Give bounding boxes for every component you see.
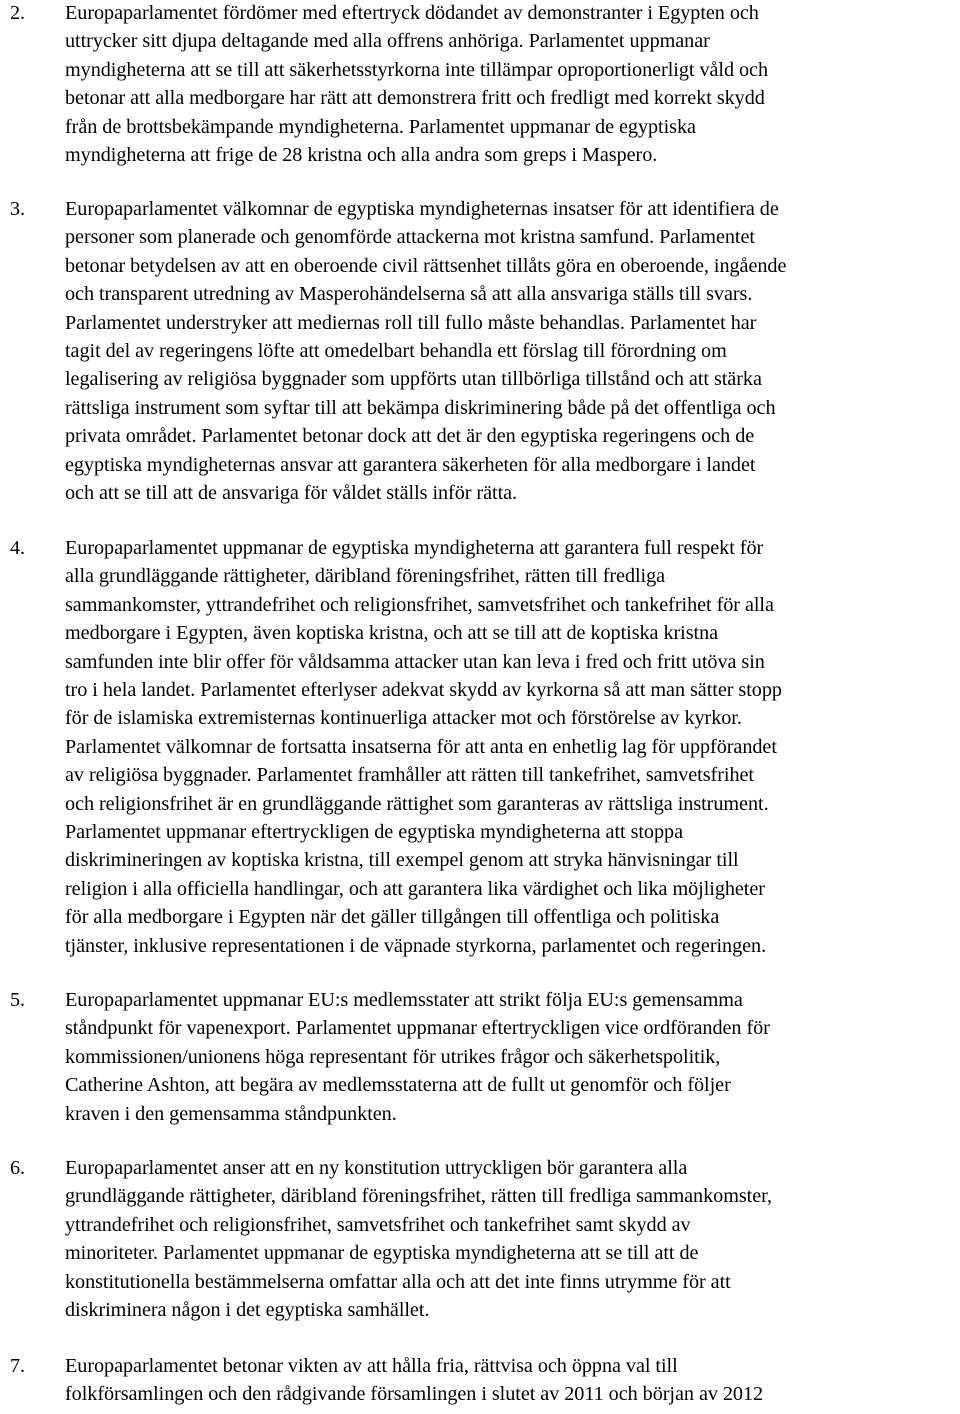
text-line: personer som planerade och genomförde attackerna mot kristna samfund. Parlamentet [65, 226, 755, 249]
text-line: samfunden inte blir offer för våldsamma attacker utan kan leva i fred och fritt utöva sin [65, 650, 765, 673]
paragraph-text [0, 1352, 960, 1409]
text-line: diskriminera någon i det egyptiska samhället. [65, 1299, 430, 1322]
paragraph-7 [0, 1352, 960, 1409]
paragraph-3 [0, 195, 960, 507]
paragraph-2 [0, 0, 960, 169]
text-line: för alla medborgare i Egypten när det gäller tillgången till offentliga och politiska [65, 906, 720, 929]
text-line: myndigheterna att frige de 28 kristna och alla andra som greps i Maspero. [65, 144, 658, 167]
paragraph-text [0, 534, 960, 960]
paragraph-text [0, 195, 960, 507]
text-line: Europaparlamentet uppmanar EU:s medlemsstater att strikt följa EU:s gemensamma [65, 989, 743, 1011]
text-line: konstitutionella bestämmelserna omfattar alla och att det inte finns utrymme för att [65, 1270, 731, 1293]
text-line: Parlamentet välkomnar de fortsatta insatserna för att anta en enhetlig lag för uppförandet [65, 735, 777, 758]
text-line: Europaparlamentet fördömer med eftertryck dödandet av demonstranter i Egypten och [65, 2, 759, 24]
paragraph-6 [0, 1154, 960, 1324]
text-line: betonar betydelsen av att en oberoende civil rättsenhet tillåts göra en oberoende, ingående [65, 254, 787, 277]
text-line: Parlamentet uppmanar eftertryckligen de egyptiska myndigheterna att stoppa [65, 821, 683, 844]
text-line: för de islamiska extremisternas kontinuerliga attacker mot och förstörelse av kyrkor. [65, 707, 742, 730]
paragraph-text [0, 0, 960, 169]
text-line: och transparent utredning av Masperohändelserna så att alla ansvariga ställs till svars. [65, 283, 753, 306]
text-line: tagit del av regeringens löfte att omedelbart behandla ett förslag till förordning om [65, 340, 727, 363]
paragraph-number: 3. [10, 198, 26, 220]
text-line: Parlamentet understryker att mediernas roll till fullo måste behandlas. Parlamentet har [65, 311, 757, 334]
text-line: folkförsamlingen och den rådgivande församlingen i slutet av 2011 och början av 2012 [65, 1383, 764, 1406]
text-line: religion i alla officiella handlingar, och att garantera lika värdighet och lika möjligheter [65, 877, 765, 900]
paragraph-number: 6. [10, 1157, 26, 1179]
paragraph-5 [0, 986, 960, 1128]
text-line: sammankomster, yttrandefrihet och religionsfrihet, samvetsfrihet och tankefrihet för alla [65, 593, 774, 616]
text-line: rättsliga instrument som syftar till att bekämpa diskriminering både på det offentliga och [65, 396, 776, 419]
text-line: uttrycker sitt djupa deltagande med alla offrens anhöriga. Parlamentet uppmanar [65, 30, 710, 53]
paragraph-text [0, 1154, 960, 1324]
text-line: ståndpunkt för vapenexport. Parlamentet uppmanar eftertryckligen vice ordföranden för [65, 1017, 770, 1040]
text-line: Catherine Ashton, att begära av medlemsstaterna att de fullt ut genomför och följer [65, 1074, 731, 1097]
paragraph-number: 2. [10, 2, 26, 24]
text-line: kommissionen/unionens höga representant för utrikes frågor och säkerhetspolitik, [65, 1045, 721, 1068]
text-line: alla grundläggande rättigheter, däribland föreningsfrihet, rätten till fredliga [65, 565, 666, 588]
text-line: medborgare i Egypten, även koptiska kristna, och att se till att de koptiska kristna [65, 622, 719, 645]
paragraph-4 [0, 534, 960, 960]
text-line: egyptiska myndigheternas ansvar att garantera säkerheten för alla medborgare i landet [65, 453, 756, 476]
text-line: yttrandefrihet och religionsfrihet, samvetsfrihet och tankefrihet samt skydd av [65, 1213, 691, 1236]
text-line: Europaparlamentet välkomnar de egyptiska myndigheternas insatser för att identifiera de [65, 198, 779, 220]
text-line: av religiösa byggnader. Parlamentet framhåller att rätten till tankefrihet, samvetsfrihet [65, 764, 754, 787]
text-line: Europaparlamentet betonar vikten av att hålla fria, rättvisa och öppna val till [65, 1355, 678, 1377]
text-line: grundläggande rättigheter, däribland föreningsfrihet, rätten till fredliga sammankomster, [65, 1185, 772, 1208]
text-line: Europaparlamentet uppmanar de egyptiska myndigheterna att garantera full respekt för [65, 537, 764, 559]
text-line: kraven i den gemensamma ståndpunkten. [65, 1102, 397, 1125]
text-line: och religionsfrihet är en grundläggande rättighet som garanteras av rättsliga instrument. [65, 792, 769, 815]
text-line: betonar att alla medborgare har rätt att demonstrera fritt och fredligt med korrekt skydd [65, 87, 765, 110]
text-line: från de brottsbekämpande myndigheterna. Parlamentet uppmanar de egyptiska [65, 115, 696, 138]
text-line: diskrimineringen av koptiska kristna, till exempel genom att stryka hänvisningar till [65, 849, 739, 872]
paragraph-number: 7. [10, 1355, 26, 1377]
paragraph-number: 4. [10, 537, 26, 559]
text-line: privata området. Parlamentet betonar dock att det är den egyptiska regeringens och de [65, 425, 755, 448]
text-line: legalisering av religiösa byggnader som uppförts utan tillbörliga tillstånd och att stärka [65, 368, 762, 391]
text-line: Europaparlamentet anser att en ny konstitution uttryckligen bör garantera alla [65, 1157, 688, 1179]
text-line: myndigheterna att se till att säkerhetsstyrkorna inte tillämpar oproportionerligt våld och [65, 58, 768, 81]
text-line: minoriteter. Parlamentet uppmanar de egyptiska myndigheterna att se till att de [65, 1242, 699, 1265]
text-line: tjänster, inklusive representationen i de väpnade styrkorna, parlamentet och regeringen. [65, 934, 767, 957]
paragraph-number: 5. [10, 989, 26, 1011]
text-line: och att se till att de ansvariga för våldet ställs inför rätta. [65, 482, 518, 505]
paragraph-text [0, 986, 960, 1128]
text-line: tro i hela landet. Parlamentet efterlyser adekvat skydd av kyrkorna så att man sätter stopp [65, 679, 782, 702]
